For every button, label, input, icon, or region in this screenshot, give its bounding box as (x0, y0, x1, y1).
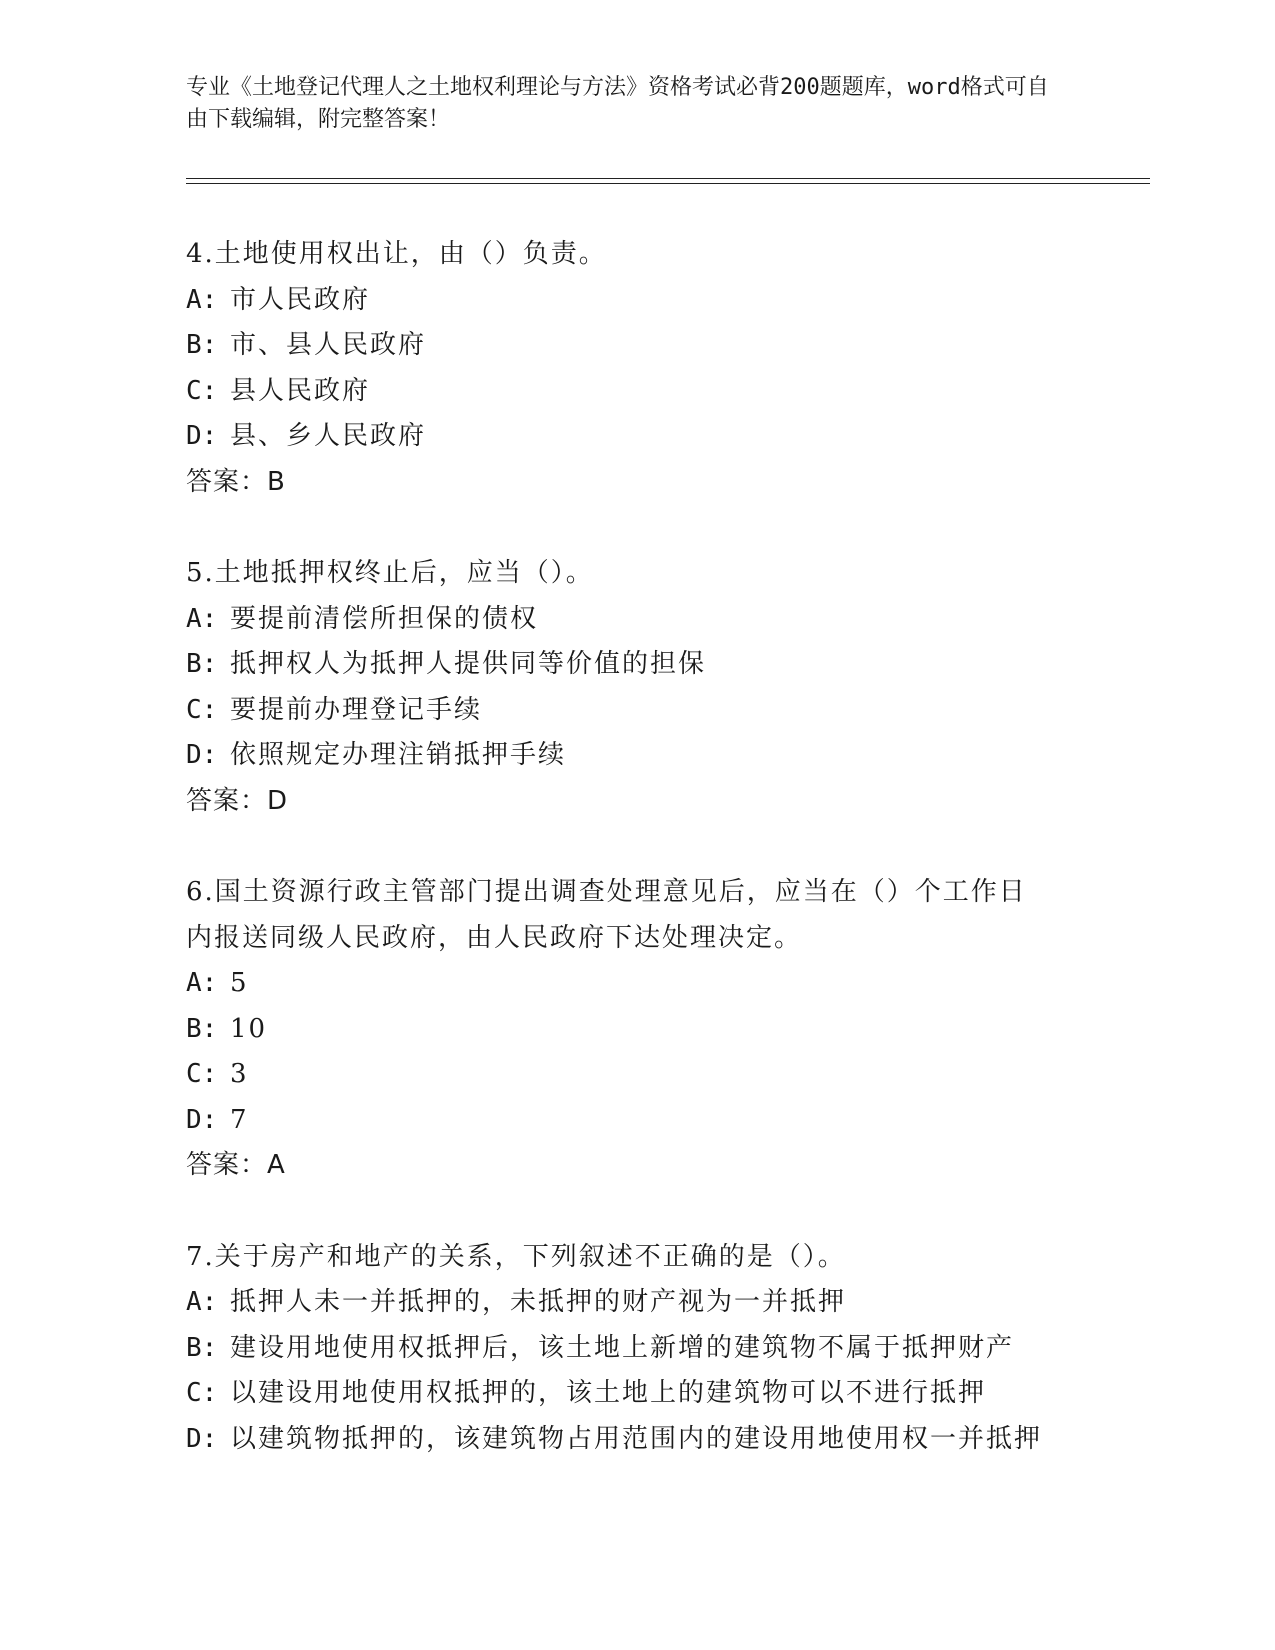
header-rule-bottom (186, 183, 1150, 184)
header-rule-top (186, 178, 1150, 179)
option-text: 县人民政府 (230, 375, 371, 406)
option-letter: B: (186, 1332, 218, 1363)
question-stem: 4.土地使用权出让，由（）负责。 (186, 239, 607, 269)
question-stem: 7.关于房产和地产的关系，下列叙述不正确的是（）。 (186, 1241, 846, 1272)
question-stem-continued: 内报送同级人民政府，由人民政府下达处理决定。 (186, 922, 803, 953)
option-letter: A: (186, 603, 218, 634)
option-letter: D: (186, 421, 218, 451)
question-item (186, 551, 1086, 824)
option-text: 5 (230, 968, 249, 998)
option-b (186, 1007, 1086, 1053)
question-list (186, 232, 1086, 1508)
option-text: 抵押人未一并抵押的，未抵押的财产视为一并抵押 (230, 1287, 847, 1317)
option-d (186, 1417, 1086, 1463)
option-text: 7 (230, 1104, 249, 1135)
option-text: 市人民政府 (230, 284, 371, 315)
option-letter: C: (186, 694, 218, 725)
option-text: 10 (230, 1013, 268, 1044)
option-text: 要提前办理登记手续 (230, 694, 483, 725)
option-a (186, 597, 1086, 643)
option-letter: B: (186, 649, 218, 679)
option-a (186, 1280, 1086, 1326)
option-letter: A: (186, 284, 218, 315)
option-letter: C: (186, 375, 218, 406)
option-letter: A: (186, 1287, 218, 1317)
option-letter: B: (186, 330, 218, 360)
option-text: 以建设用地使用权抵押的，该土地上的建筑物可以不进行抵押 (230, 1378, 987, 1408)
option-d (186, 414, 1086, 460)
option-d (186, 1098, 1086, 1144)
option-c (186, 688, 1086, 734)
question-item (186, 1235, 1086, 1463)
option-letter: C: (186, 1378, 218, 1408)
question-stem: 6.国土资源行政主管部门提出调查处理意见后，应当在（）个工作日 (186, 877, 1027, 907)
option-text: 3 (230, 1059, 249, 1089)
option-a (186, 278, 1086, 324)
option-letter: D: (186, 1423, 218, 1454)
option-b (186, 323, 1086, 369)
option-letter: C: (186, 1059, 218, 1089)
option-a (186, 961, 1086, 1007)
option-letter: D: (186, 740, 218, 770)
question-item (186, 870, 1086, 1189)
option-letter: D: (186, 1104, 218, 1135)
answer-line: 答案：D (186, 785, 289, 816)
option-c (186, 369, 1086, 415)
option-letter: A: (186, 968, 218, 998)
option-text: 建设用地使用权抵押后，该土地上新增的建筑物不属于抵押财产 (230, 1332, 1015, 1363)
question-item (186, 232, 1086, 505)
question-stem: 5.土地抵押权终止后，应当（）。 (186, 558, 594, 588)
option-c (186, 1052, 1086, 1098)
option-b (186, 1326, 1086, 1372)
document-header: 专业《土地登记代理人之土地权利理论与方法》资格考试必背200题题库，word格式可自由下载编辑，附完整答案！ (186, 75, 1049, 132)
option-d (186, 733, 1086, 779)
option-c (186, 1371, 1086, 1417)
answer-line: 答案：A (186, 1150, 286, 1180)
option-text: 以建筑物抵押的，该建筑物占用范围内的建设用地使用权一并抵押 (230, 1423, 1043, 1454)
option-b (186, 642, 1086, 688)
option-text: 依照规定办理注销抵押手续 (230, 740, 567, 770)
option-text: 县、乡人民政府 (230, 421, 427, 451)
option-letter: B: (186, 1013, 218, 1044)
option-text: 抵押权人为抵押人提供同等价值的担保 (230, 649, 707, 679)
option-text: 要提前清偿所担保的债权 (230, 603, 539, 634)
answer-line: 答案：B (186, 466, 286, 497)
option-text: 市、县人民政府 (230, 330, 427, 360)
